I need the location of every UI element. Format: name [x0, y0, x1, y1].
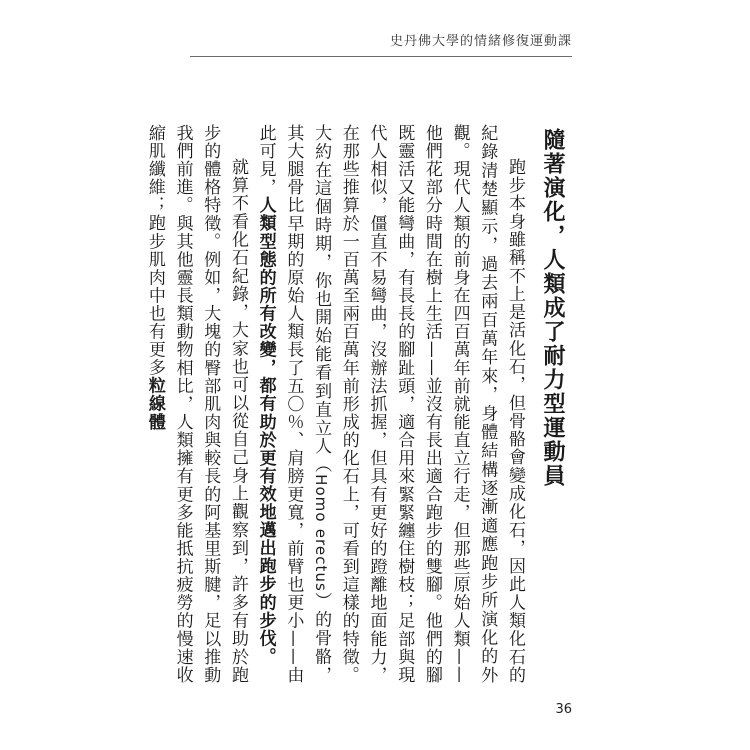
header-rule [190, 56, 572, 57]
paragraph-1-text-continued: ）的骨骼，其大腿骨比早期的原始人類長了五〇％、肩膀更寬，前臂也更小——由此可見， [255, 124, 332, 685]
vertical-text-block [144, 124, 572, 685]
paragraph-1-text: 跑步本身雖稱不上是活化石，但骨骼會變成化石，因此人類化石的紀錄清楚顯示，過去兩百萬年來，身體結構逐漸適應跑步所演化的外觀。現代人類的前身在四百萬年前就能直立行走，但那些原始人類——他們花部分時間在樹上生活——並沒有長出適合跑步的雙腳。他們的腳既靈活又能彎曲，有長長的腳趾頭，適合用來緊緊纏住樹枝；足部與現代人相似，僵直不易彎曲，沒辦法抓握，但具有更好的蹬離地面能力，在那些推算於一百萬至兩百萬年前形成的化石上，可看到這樣的特徵。大約在這個時期，你也開始能看到直立人（ [311, 124, 525, 684]
running-header: 史丹佛大學的情緒修復運動課 [389, 34, 572, 49]
emphasis-text-2: 粒線體 [144, 376, 165, 431]
emphasis-text: 人類型態的所有改變，都有助於更有效地邁出跑步的步伐。 [255, 196, 276, 666]
page-number: 36 [555, 702, 572, 717]
species-name: Homo erectus [312, 474, 331, 592]
section-heading: 隨著演化，人類成了耐力型運動員 [540, 128, 565, 488]
paragraph-2 [140, 124, 251, 684]
paragraph-2-text: 就算不看化石紀錄，大家也可以從自己身上觀察到，許多有助於跑步的體格特徵。例如，大塊的臀部肌肉與較長的阿基里斯腱，足以推動我們前進。與其他靈長類動物相比，人類擁有更多能抵抗疲勞的慢速收縮肌纖維；跑步肌肉中也有更多 [144, 124, 248, 684]
paragraph-1 [251, 124, 528, 684]
